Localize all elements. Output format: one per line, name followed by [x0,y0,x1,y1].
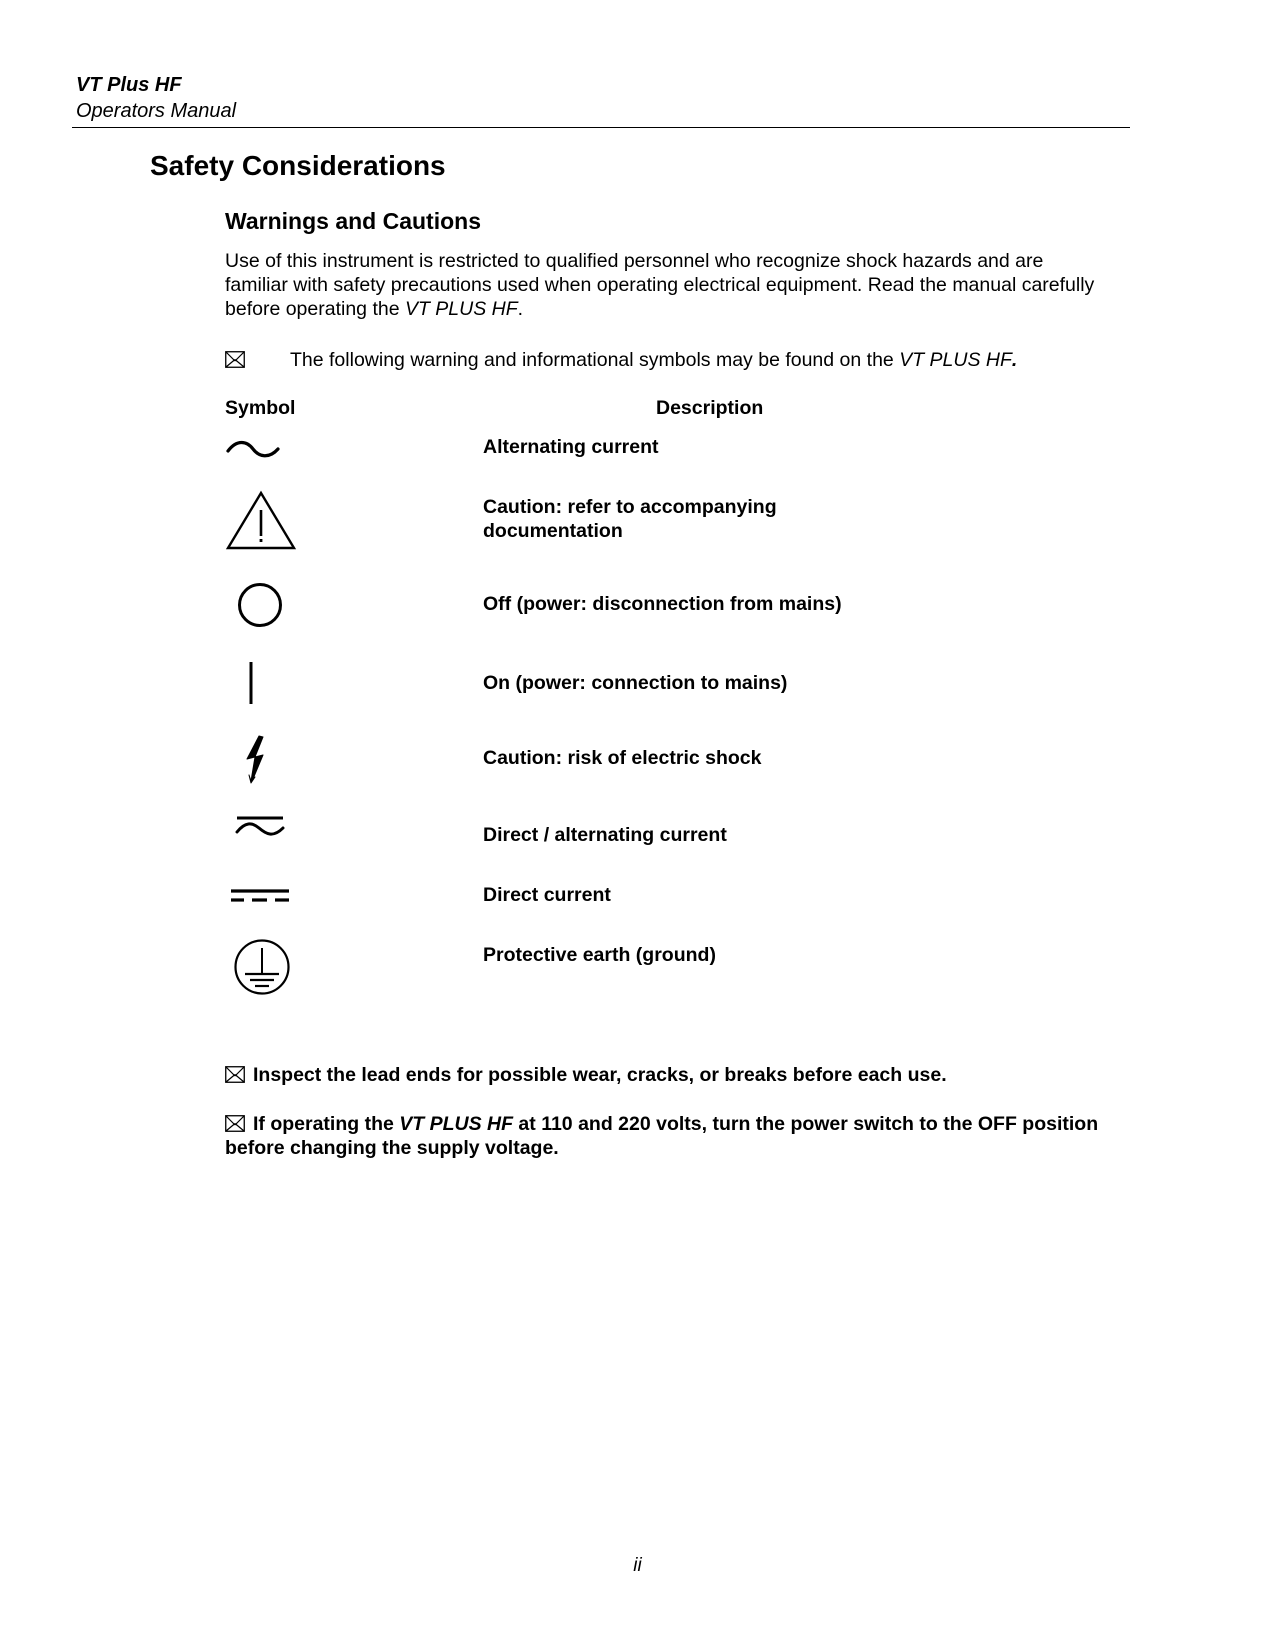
intro-text: Use of this instrument is restricted to qualified personnel who recognize shock hazards and are familiar with safety precautions used when operating electrical equipment. Read the manual carefully before operating the [225,250,1095,320]
symbol-column-header: Symbol [225,397,296,419]
warning-bullet [225,1112,1105,1160]
symbol-description: Caution: refer to accompanying documentation [483,496,777,542]
page-number: ii [633,1555,642,1576]
header-rule [72,127,1130,128]
symbol-description: On (power: connection to mains) [483,672,788,694]
symbol-description: Direct current [483,884,611,906]
warning-bullet-text: Inspect the lead ends for possible wear, cracks, or breaks before each use. [253,1064,947,1086]
symbol-description: Alternating current [483,436,659,458]
power-on-line-icon [247,660,255,706]
section-title: Safety Considerations [150,150,446,181]
ballot-box-x-icon [225,1066,245,1083]
ballot-box-x-icon [225,1115,245,1132]
symbols-note-end: . [1011,349,1018,371]
protective-earth-icon [233,938,291,996]
warning-bullet-text-end: at 110 and 220 volts, turn the power switch to the OFF position before changing the supply voltage. [225,1113,1099,1159]
warning-bullet [225,1063,1105,1087]
symbol-description: Protective earth (ground) [483,944,716,966]
warning-bullet-text: If operating the [253,1113,400,1135]
symbols-note [225,348,1105,372]
intro-paragraph [225,249,1105,321]
power-off-circle-icon [237,582,283,628]
electric-shock-bolt-icon [243,735,269,785]
symbols-note-text: The following warning and informational symbols may be found on the [290,349,900,371]
symbols-note-product: VT PLUS HF [899,349,1012,371]
symbol-description: Caution: risk of electric shock [483,747,762,769]
description-column-header: Description [656,397,764,419]
caution-triangle-icon [225,490,297,552]
header-manual-subtitle: Operators Manual [76,100,237,122]
symbol-description: Off (power: disconnection from mains) [483,593,842,615]
ballot-box-x-icon [225,351,245,368]
symbol-description: Direct / alternating current [483,824,727,846]
direct-alternating-current-icon [235,814,285,840]
alternating-current-icon [225,437,281,461]
warning-bullet-product: VT PLUS HF [399,1113,514,1135]
intro-product-name: VT PLUS HF [404,298,518,320]
intro-text-end: . [517,298,524,320]
direct-current-icon [230,888,290,904]
header-product-title: VT Plus HF [76,74,182,96]
subsection-title: Warnings and Cautions [225,208,481,234]
